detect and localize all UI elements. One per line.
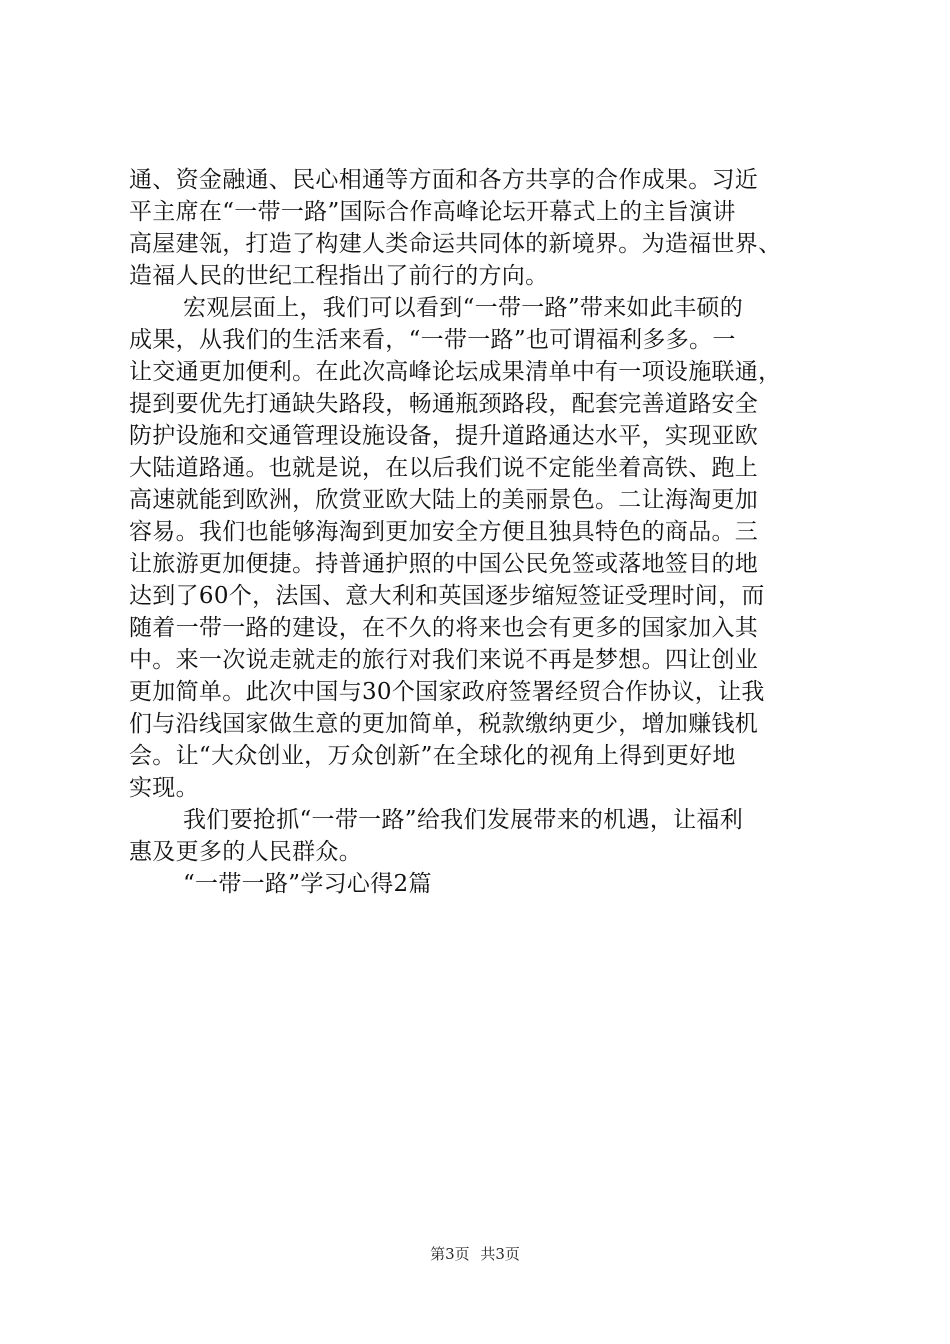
text-line: 达到了60个，法国、意大利和英国逐步缩短签证受理时间，而: [129, 583, 765, 609]
text-line: 会。让“大众创业，万众创新”在全球化的视角上得到更好地: [129, 743, 736, 769]
text-line: 平主席在“一带一路”国际合作高峰论坛开幕式上的主旨演讲: [129, 199, 736, 225]
text-line: 通、资金融通、民心相通等方面和各方共享的合作成果。习近: [129, 167, 759, 193]
text-line: 成果，从我们的生活来看，“一带一路”也可谓福利多多。一: [129, 327, 736, 353]
text-line: 随着一带一路的建设，在不久的将来也会有更多的国家加入其: [129, 615, 759, 641]
text-line: 防护设施和交通管理设施设备，提升道路通达水平，实现亚欧: [129, 423, 759, 449]
paragraph-first-line: 宏观层面上，我们可以看到“一带一路”带来如此丰硕的: [183, 295, 744, 321]
text-line: 高速就能到欧洲，欣赏亚欧大陆上的美丽景色。二让海淘更加: [129, 487, 759, 513]
text-line: 造福人民的世纪工程指出了前行的方向。: [129, 263, 549, 289]
page-number: 第3页: [430, 1245, 470, 1263]
text-line: 中。来一次说走就走的旅行对我们来说不再是梦想。四让创业: [129, 647, 759, 673]
text-line: 让旅游更加便捷。持普通护照的中国公民免签或落地签目的地: [129, 551, 759, 577]
text-line: 们与沿线国家做生意的更加简单，税款缴纳更少，增加赚钱机: [129, 711, 759, 737]
text-line: 提到要优先打通缺失路段，畅通瓶颈路段，配套完善道路安全: [129, 391, 759, 417]
section-heading: “一带一路”学习心得2篇: [183, 871, 432, 897]
text-line: 更加简单。此次中国与30个国家政府签署经贸合作协议，让我: [129, 679, 765, 705]
text-line: 容易。我们也能够海淘到更加安全方便且独具特色的商品。三: [129, 519, 759, 545]
text-line: 高屋建瓴，打造了构建人类命运共同体的新境界。为造福世界、: [129, 231, 782, 257]
page-total: 共3页: [480, 1245, 520, 1263]
text-line: 惠及更多的人民群众。: [129, 839, 362, 865]
text-line: 实现。: [129, 775, 199, 801]
text-line: 大陆道路通。也就是说，在以后我们说不定能坐着高铁、跑上: [129, 455, 759, 481]
text-line: 让交通更加便利。在此次高峰论坛成果清单中有一项设施联通，: [129, 359, 782, 385]
document-body: [129, 164, 834, 900]
page-footer: [0, 1244, 950, 1264]
paragraph-first-line: 我们要抢抓“一带一路”给我们发展带来的机遇，让福利: [183, 807, 744, 833]
